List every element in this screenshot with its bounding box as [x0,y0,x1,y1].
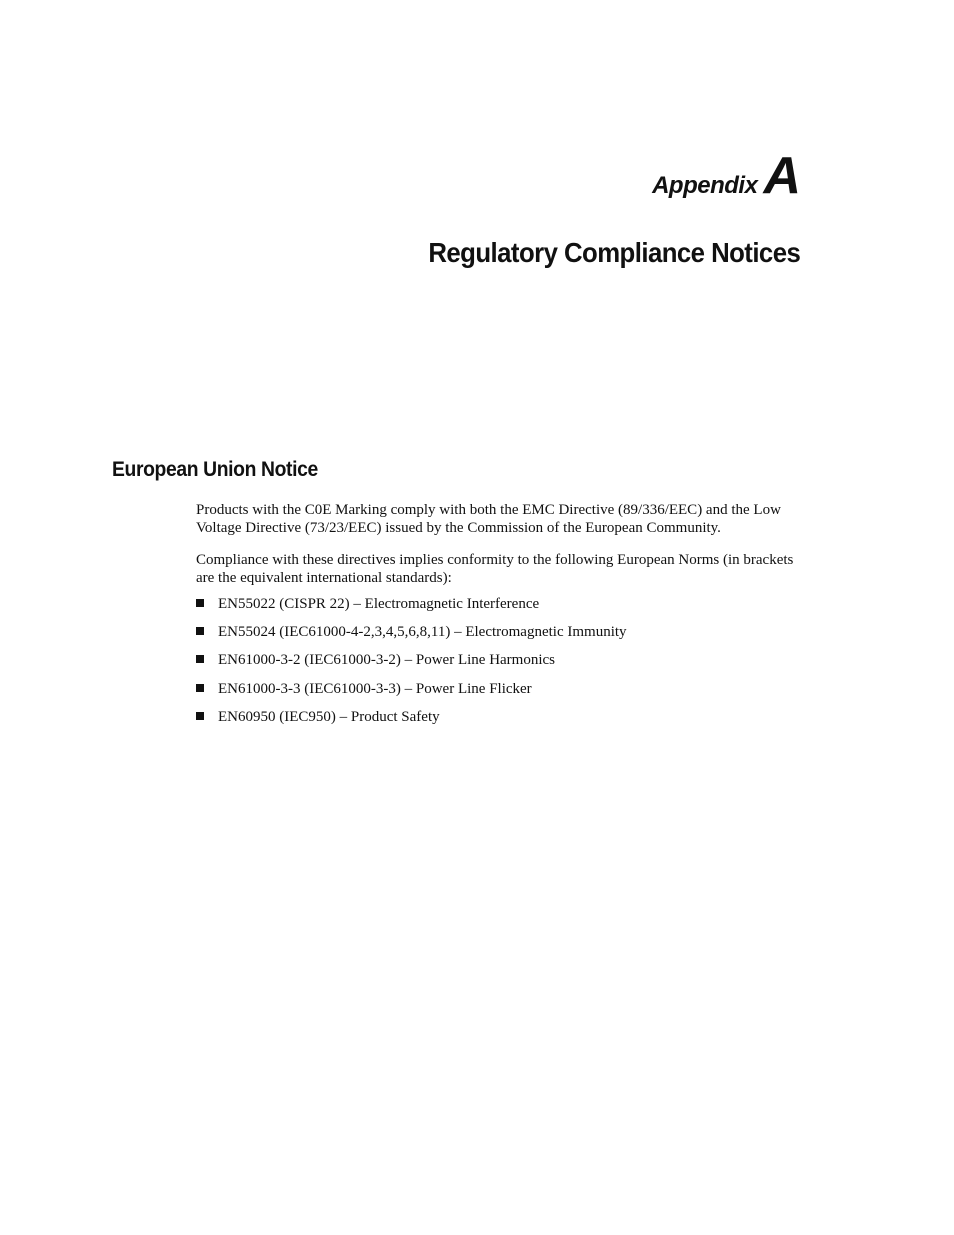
list-item [196,596,796,624]
square-bullet-icon [196,599,204,607]
appendix-letter: A [763,147,800,205]
list-item-text: EN60950 (IEC950) – Product Safety [218,708,440,725]
appendix-label [652,147,800,205]
list-item [196,652,796,680]
bullet-list [196,596,796,737]
list-item [196,624,796,652]
appendix-word: Appendix [652,172,758,199]
square-bullet-icon [196,627,204,635]
list-item-text: EN61000-3-2 (IEC61000-3-2) – Power Line Harmonics [218,652,556,669]
paragraph: Compliance with these directives implies conformity to the following European Norms (in brackets are the equivalent international standards): [196,552,794,586]
section-body [196,502,796,737]
list-item [196,709,796,737]
list-item [196,681,796,709]
square-bullet-icon [196,712,204,720]
list-item-text: EN55024 (IEC61000-4-2,3,4,5,6,8,11) – Electromagnetic Immunity [218,624,627,641]
square-bullet-icon [196,684,204,692]
list-item-text: EN55022 (CISPR 22) – Electromagnetic Interference [218,596,540,612]
square-bullet-icon [196,655,204,663]
list-item-text: EN61000-3-3 (IEC61000-3-3) – Power Line Flicker [218,680,532,697]
section-heading: European Union Notice [112,458,318,481]
chapter-title: Regulatory Compliance Notices [428,237,800,268]
paragraph: Products with the C0E Marking comply with both the EMC Directive (89/336/EEC) and the Low Voltage Directive (73/23/EEC) issued by the Commission of the European Community. [196,502,781,536]
